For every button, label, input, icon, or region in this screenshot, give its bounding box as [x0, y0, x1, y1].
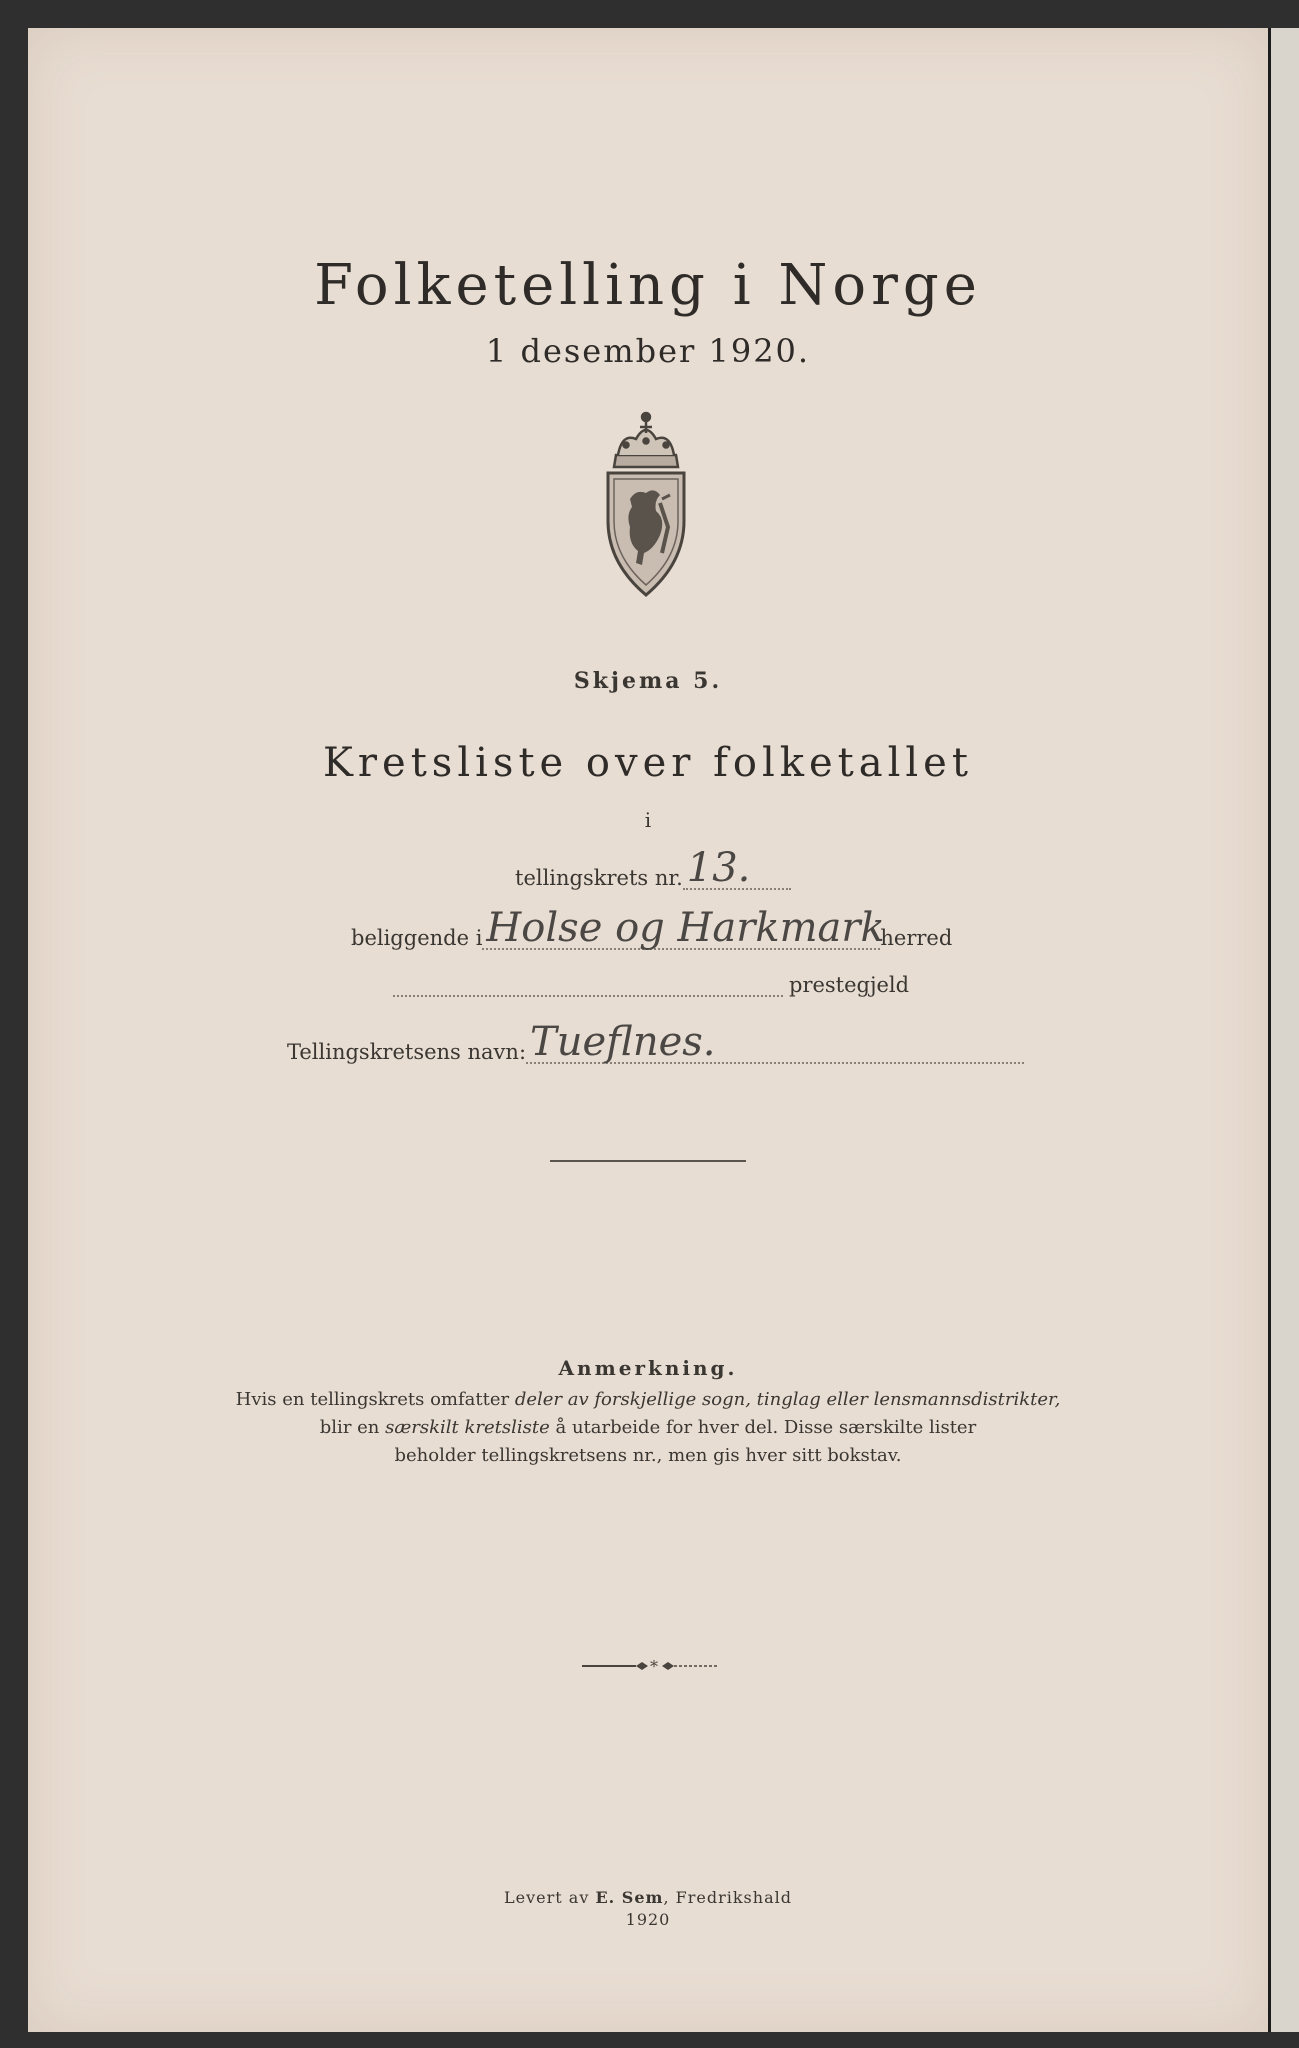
municipality-row — [351, 905, 953, 951]
connector-i: i — [644, 808, 652, 832]
note-line-2 — [28, 1414, 1268, 1442]
note-line-1 — [28, 1386, 1268, 1414]
schema-label: Skjema 5. — [573, 668, 723, 694]
municipality-value: Holse og Harkmark — [482, 908, 880, 950]
krets-number-label: tellingskrets nr. — [515, 866, 683, 890]
note-line-1-text: Hvis en tellingskrets omfatter — [235, 1389, 515, 1410]
herred-label: herred — [880, 926, 953, 950]
note-line-3: beholder tellingskretsens nr., men gis hver sitt bokstav. — [394, 1445, 902, 1466]
printer-credit — [28, 1888, 1268, 1907]
svg-text:*: * — [650, 1657, 658, 1676]
form-heading: Kretsliste over folketallet — [323, 740, 973, 786]
document-date: 1 desember 1920. — [485, 332, 811, 370]
parish-row — [393, 971, 909, 997]
district-name-label: Tellingskretsens navn: — [287, 1040, 527, 1064]
district-name-row — [287, 1019, 1024, 1065]
printer-year: 1920 — [625, 1910, 671, 1929]
note-line-2-emphasis: særskilt kretsliste — [385, 1417, 550, 1438]
district-name-value: Tueflnes. — [526, 1022, 1024, 1064]
printer-name: E. Sem — [595, 1888, 664, 1907]
parish-value — [393, 971, 783, 997]
printer-location: , Fredrikshald — [663, 1888, 792, 1907]
page-edge — [1268, 28, 1299, 2032]
parish-label: prestegjeld — [789, 973, 910, 997]
note-title: Anmerkning. — [558, 1356, 738, 1380]
ornament-divider-icon — [580, 1656, 720, 1676]
note-line-1-emphasis: deler av forskjellige sogn, tinglag eller lensmannsdistrikter, — [514, 1389, 1061, 1410]
census-form-page — [28, 28, 1268, 2032]
municipality-label: beliggende i — [351, 926, 483, 950]
krets-number-value: 13. — [683, 848, 791, 890]
page-edge-shadow — [1268, 28, 1271, 2032]
note-line-2-text-c: å utarbeide for hver del. Disse særskilte lister — [549, 1417, 977, 1438]
section-divider — [550, 1160, 746, 1162]
note-line-2-text-a: blir en — [319, 1417, 386, 1438]
printer-credit-prefix: Levert av — [504, 1888, 596, 1907]
krets-number-row — [515, 845, 791, 891]
coat-of-arms-icon — [596, 403, 696, 603]
document-title: Folketelling i Norge — [314, 253, 982, 318]
